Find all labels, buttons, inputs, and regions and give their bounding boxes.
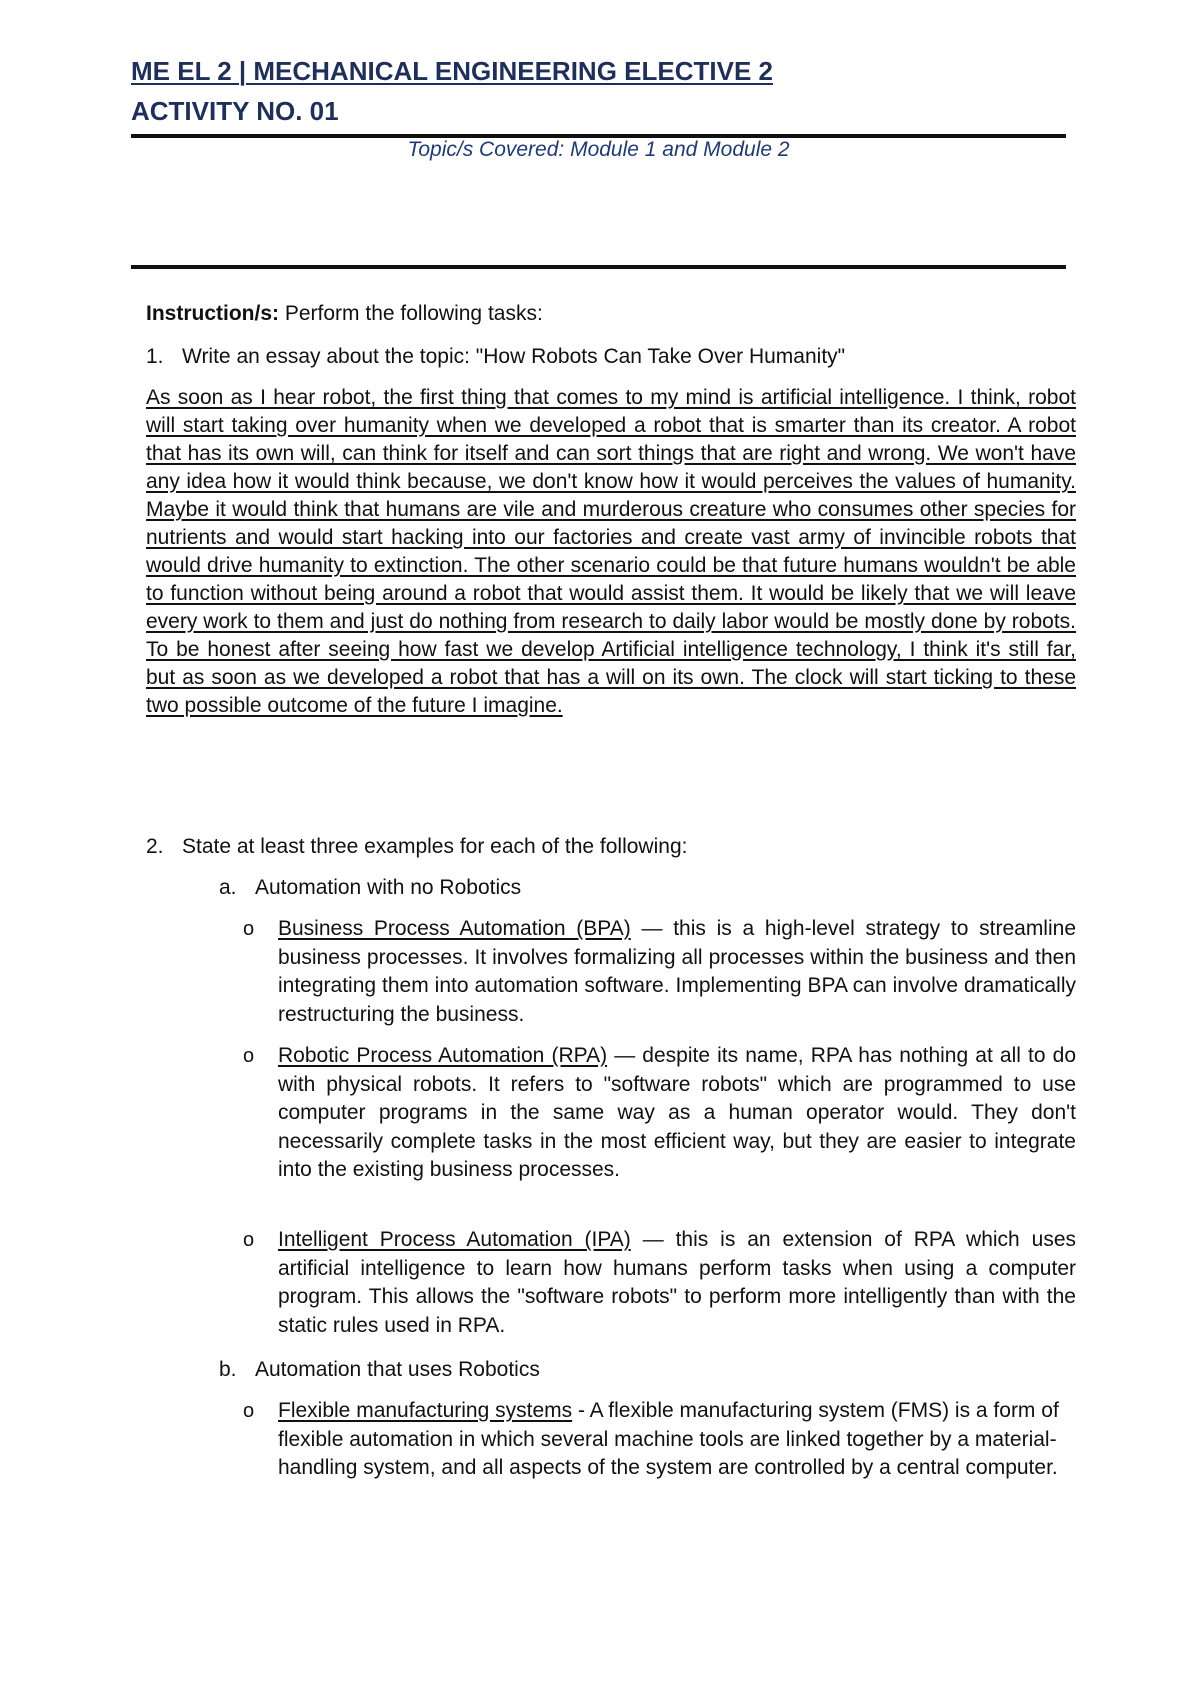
part-a-title: Automation with no Robotics <box>255 876 522 899</box>
instructions-label: Instruction/s: <box>146 302 280 325</box>
item-desc: - A flexible manufacturing system (FMS) is a form of flexible automation in which several machine tools are linked together by a material-handling system, and all aspects of the system are controlled by a central computer. <box>278 1399 1059 1479</box>
question-1-text: Write an essay about the topic: "How Robots Can Take Over Humanity" <box>182 345 846 368</box>
item-term: Robotic Process Automation (RPA) <box>278 1044 608 1067</box>
list-item-ipa <box>243 1226 1076 1340</box>
bottom-rule <box>131 265 1066 269</box>
part-a-letter: a. <box>219 876 237 899</box>
question-1 <box>146 343 845 371</box>
activity-title: ACTIVITY NO. 01 <box>131 96 339 126</box>
question-2-text: State at least three examples for each of the following: <box>182 835 688 858</box>
list-item-rpa <box>243 1042 1076 1185</box>
question-2-number: 2. <box>146 835 164 858</box>
question-1-number: 1. <box>146 345 164 368</box>
bullet-icon: o <box>243 1045 255 1067</box>
item-term: Business Process Automation (BPA) <box>278 917 631 940</box>
question-2 <box>146 833 687 861</box>
part-a-heading <box>219 874 521 902</box>
topics-covered: Topic/s Covered: Module 1 and Module 2 <box>407 138 790 161</box>
bullet-icon: o <box>243 918 255 940</box>
essay-answer: As soon as I hear robot, the first thing that comes to my mind is artificial intelligence. I think, robot will start taking over humanity when we developed a robot that is smarter than its creator. A robot that has its own will, can think for itself and can sort things that are right and wrong. We won't have any idea how it would think because, we don't know how it would perceives the values of humanity. Maybe it would think that humans are vile and murderous creature who consumes other species for nutrients and would start hacking into our factories and create vast army of invincible robots that would drive humanity to extinction. The other scenario could be that future humans wouldn't be able to function without being around a robot that would assist them. It would be likely that we will leave every work to them and just do nothing from research to daily labor would be mostly done by robots. To be honest after seeing how fast we develop Artificial intelligence technology, I think it's still far, but as soon as we developed a robot that has a will on its own. The clock will start ticking to these two possible outcome of the future I imagine. <box>146 386 1076 717</box>
item-desc: — this is a high-level strategy to streamline business processes. It involves formalizing all processes within the business and then integrating them into automation software. Implementing BPA can involve dramatically restructuring the business. <box>278 917 1076 1026</box>
list-item-bpa <box>243 915 1076 1029</box>
course-title: ME EL 2 | MECHANICAL ENGINEERING ELECTIVE 2 <box>131 56 773 86</box>
part-b-heading <box>219 1356 540 1384</box>
item-desc: — despite its name, RPA has nothing at all to do with physical robots. It refers to "software robots" which are programmed to use computer programs in the same way as a human operator would. They don't necessarily complete tasks in the most efficient way, but they are easier to integrate into the existing business processes. <box>278 1044 1076 1181</box>
list-item-fms <box>243 1397 1076 1483</box>
bullet-icon: o <box>243 1229 255 1251</box>
item-desc: — this is an extension of RPA which uses artificial intelligence to learn how humans perform tasks when using a computer program. This allows the "software robots" to perform more intelligently than with the static rules used in RPA. <box>278 1228 1076 1337</box>
part-b-title: Automation that uses Robotics <box>255 1358 540 1381</box>
item-term: Flexible manufacturing systems <box>278 1399 573 1422</box>
item-term: Intelligent Process Automation (IPA) <box>278 1228 631 1251</box>
instructions-text: Perform the following tasks: <box>279 302 543 325</box>
bullet-icon: o <box>243 1400 255 1422</box>
instructions <box>146 300 543 328</box>
part-b-letter: b. <box>219 1358 237 1381</box>
